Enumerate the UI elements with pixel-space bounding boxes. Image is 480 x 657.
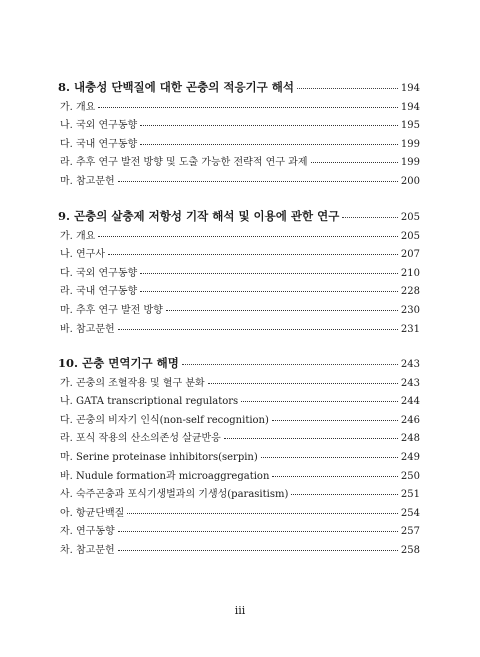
toc-entry[interactable] <box>58 374 420 393</box>
entry-title: 바. Nudule formation과 microaggregation <box>60 470 270 482</box>
entry-title: 라. 추후 연구 발전 방향 및 도출 가능한 전략적 연구 과제 <box>60 157 308 169</box>
entry-title: 다. 국내 연구동향 <box>60 138 138 150</box>
dot-leader <box>272 420 398 421</box>
toc-entry[interactable] <box>58 448 420 467</box>
entry-title: 라. 포식 작용의 산소의존성 살균반응 <box>60 433 221 445</box>
dot-leader <box>342 217 398 218</box>
toc-section-heading[interactable] <box>58 208 420 227</box>
entry-title: 아. 항균단백질 <box>60 507 125 519</box>
dot-leader <box>261 457 398 458</box>
entry-title: 마. 추후 연구 발전 방향 <box>60 304 163 316</box>
dot-leader <box>272 476 398 477</box>
toc-section-8 <box>58 79 420 191</box>
entry-title: 다. 곤충의 비자기 인식(non-self recognition) <box>60 414 269 426</box>
entry-title: 바. 참고문헌 <box>60 323 115 335</box>
page-number: 246 <box>400 414 420 426</box>
dot-leader <box>127 513 398 514</box>
toc-entry[interactable] <box>58 153 420 172</box>
section-title: 10. 곤충 면역기구 해명 <box>58 356 179 370</box>
page-number: 210 <box>400 267 420 279</box>
toc-entry[interactable] <box>58 172 420 191</box>
section-title: 8. 내충성 단백질에 대한 곤충의 적응기구 해석 <box>58 80 294 94</box>
entry-title: 가. 개요 <box>60 101 96 113</box>
dot-leader <box>224 438 398 439</box>
toc-entry[interactable] <box>58 411 420 430</box>
page-number: 195 <box>400 120 420 132</box>
toc-entry[interactable] <box>58 467 420 486</box>
page-number: 230 <box>400 304 420 316</box>
dot-leader <box>118 329 398 330</box>
dot-leader <box>98 107 398 108</box>
page-number: 250 <box>400 470 420 482</box>
page-number: 200 <box>400 175 420 187</box>
entry-title: 나. 연구사 <box>60 249 105 261</box>
page-number: 257 <box>400 526 420 538</box>
dot-leader <box>140 273 398 274</box>
page-number: 199 <box>400 157 420 169</box>
dot-leader <box>140 291 398 292</box>
toc-entry[interactable] <box>58 227 420 246</box>
dot-leader <box>118 181 398 182</box>
toc-entry[interactable] <box>58 98 420 117</box>
dot-leader <box>166 310 398 311</box>
entry-title: 라. 국내 연구동향 <box>60 286 138 298</box>
entry-title: 사. 숙주곤충과 포식기생벌과의 기생성(parasitism) <box>60 489 289 501</box>
page-number: 194 <box>400 101 420 113</box>
dot-leader <box>140 144 398 145</box>
toc-section-heading[interactable] <box>58 79 420 98</box>
entry-title: 다. 국외 연구동향 <box>60 267 138 279</box>
page-number: 205 <box>400 230 420 242</box>
page-number: 205 <box>400 212 420 223</box>
toc-entry[interactable] <box>58 282 420 301</box>
page-number: 248 <box>400 433 420 445</box>
page-number: 228 <box>400 286 420 298</box>
toc-entry[interactable] <box>58 541 420 560</box>
entry-title: 마. 참고문헌 <box>60 175 115 187</box>
dot-leader <box>140 125 398 126</box>
toc-entry[interactable] <box>58 485 420 504</box>
entry-title: 자. 연구동향 <box>60 526 115 538</box>
entry-title: 가. 곤충의 조혈작용 및 혈구 분화 <box>60 377 205 389</box>
page-number: 251 <box>400 489 420 501</box>
dot-leader <box>118 550 398 551</box>
dot-leader <box>118 531 398 532</box>
toc-entry[interactable] <box>58 429 420 448</box>
toc-entry[interactable] <box>58 245 420 264</box>
entry-title: 차. 참고문헌 <box>60 544 115 556</box>
page-number: 194 <box>400 83 420 94</box>
page-number: 244 <box>400 396 420 408</box>
toc-entry[interactable] <box>58 301 420 320</box>
page-number: 199 <box>400 138 420 150</box>
dot-leader <box>297 88 398 89</box>
entry-title: 나. GATA transcriptional regulators <box>60 396 239 408</box>
page-number: 254 <box>400 507 420 519</box>
toc-entry[interactable] <box>58 522 420 541</box>
toc-section-heading[interactable] <box>58 355 420 374</box>
dot-leader <box>291 494 398 495</box>
dot-leader <box>108 254 398 255</box>
page-number: 243 <box>400 359 420 370</box>
page-number: 258 <box>400 544 420 556</box>
section-title: 9. 곤충의 살충제 저항성 기작 해석 및 이용에 관한 연구 <box>58 209 340 223</box>
dot-leader <box>98 236 398 237</box>
page-footer-number: iii <box>234 604 246 617</box>
page-number: 207 <box>400 249 420 261</box>
toc-entry[interactable] <box>58 392 420 411</box>
toc-entry[interactable] <box>58 504 420 523</box>
dot-leader <box>208 383 398 384</box>
page-number: 249 <box>400 451 420 463</box>
entry-title: 가. 개요 <box>60 230 96 242</box>
toc-section-9 <box>58 208 420 338</box>
dot-leader <box>182 364 398 365</box>
toc-entry[interactable] <box>58 116 420 135</box>
entry-title: 나. 국외 연구동향 <box>60 120 138 132</box>
toc-entry[interactable] <box>58 264 420 283</box>
page-number: 231 <box>400 323 420 335</box>
toc-entry[interactable] <box>58 135 420 154</box>
dot-leader <box>241 401 398 402</box>
toc-section-10 <box>58 355 420 560</box>
dot-leader <box>311 162 398 163</box>
toc-entry[interactable] <box>58 320 420 339</box>
entry-title: 마. Serine proteinase inhibitors(serpin) <box>60 451 258 463</box>
page-number: 243 <box>400 377 420 389</box>
